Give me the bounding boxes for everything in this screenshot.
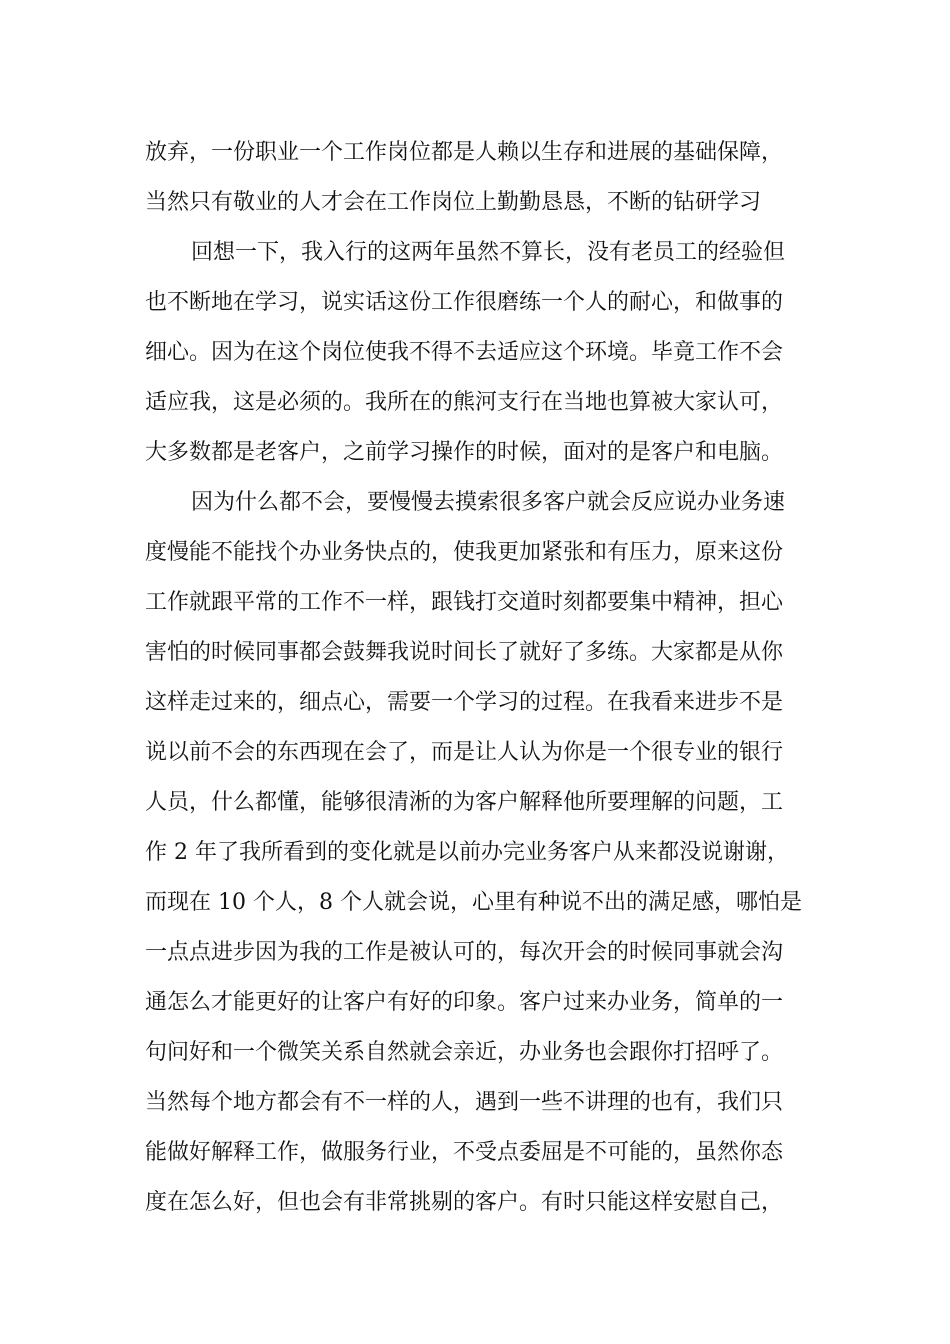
text-line: 人员，什么都懂，能够很清淅的为客户解释他所要理解的问题，工 [145,790,784,815]
text-line: 放弃，一份职业一个工作岗位都是人赖以生存和进展的基础保障， [145,140,784,165]
text-line: 当然每个地方都会有不一样的人，遇到一些不讲理的也有，我们只 [145,1090,784,1115]
text-line: 一点点进步因为我的工作是被认可的，每次开会的时候同事就会沟 [145,940,784,965]
body-text [145,128,815,1228]
text-line: 工作就跟平常的工作不一样，跟钱打交道时刻都要集中精神，担心 [145,590,784,615]
text-line: 能做好解释工作，做服务行业，不受点委屈是不可能的，虽然你态 [145,1140,784,1165]
text-line: 度在怎么好，但也会有非常挑剔的客户。有时只能这样安慰自己， [145,1190,784,1215]
text-line: 句问好和一个微笑关系自然就会亲近，办业务也会跟你打招呼了。 [145,1040,784,1065]
text-line: 大多数都是老客户，之前学习操作的时候，面对的是客户和电脑。 [145,440,784,465]
paragraph-first-line: 因为什么都不会，要慢慢去摸索很多客户就会反应说办业务速 [191,490,786,515]
text-line: 当然只有敬业的人才会在工作岗位上勤勤恳恳，不断的钻研学习 [145,190,762,215]
text-line: 细心。因为在这个岗位使我不得不去适应这个环境。毕竟工作不会 [145,340,784,365]
text-line: 也不断地在学习，说实话这份工作很磨练一个人的耐心，和做事的 [145,290,784,315]
text-line: 作 2 年了我所看到的变化就是以前办完业务客户从来都没说谢谢， [145,840,789,865]
text-line: 而现在 10 个人，8 个人就会说，心里有种说不出的满足感，哪怕是 [145,890,802,915]
text-line: 通怎么才能更好的让客户有好的印象。客户过来办业务，简单的一 [145,990,784,1015]
paragraph-first-line: 回想一下，我入行的这两年虽然不算长，没有老员工的经验但 [191,240,786,265]
text-line: 适应我，这是必须的。我所在的熊河支行在当地也算被大家认可， [145,390,784,415]
text-line: 这样走过来的，细点心，需要一个学习的过程。在我看来进步不是 [145,690,784,715]
text-line: 度慢能不能找个办业务快点的，使我更加紧张和有压力，原来这份 [145,540,784,565]
text-line: 害怕的时候同事都会鼓舞我说时间长了就好了多练。大家都是从你 [145,640,784,665]
text-line: 说以前不会的东西现在会了，而是让人认为你是一个很专业的银行 [145,740,784,765]
